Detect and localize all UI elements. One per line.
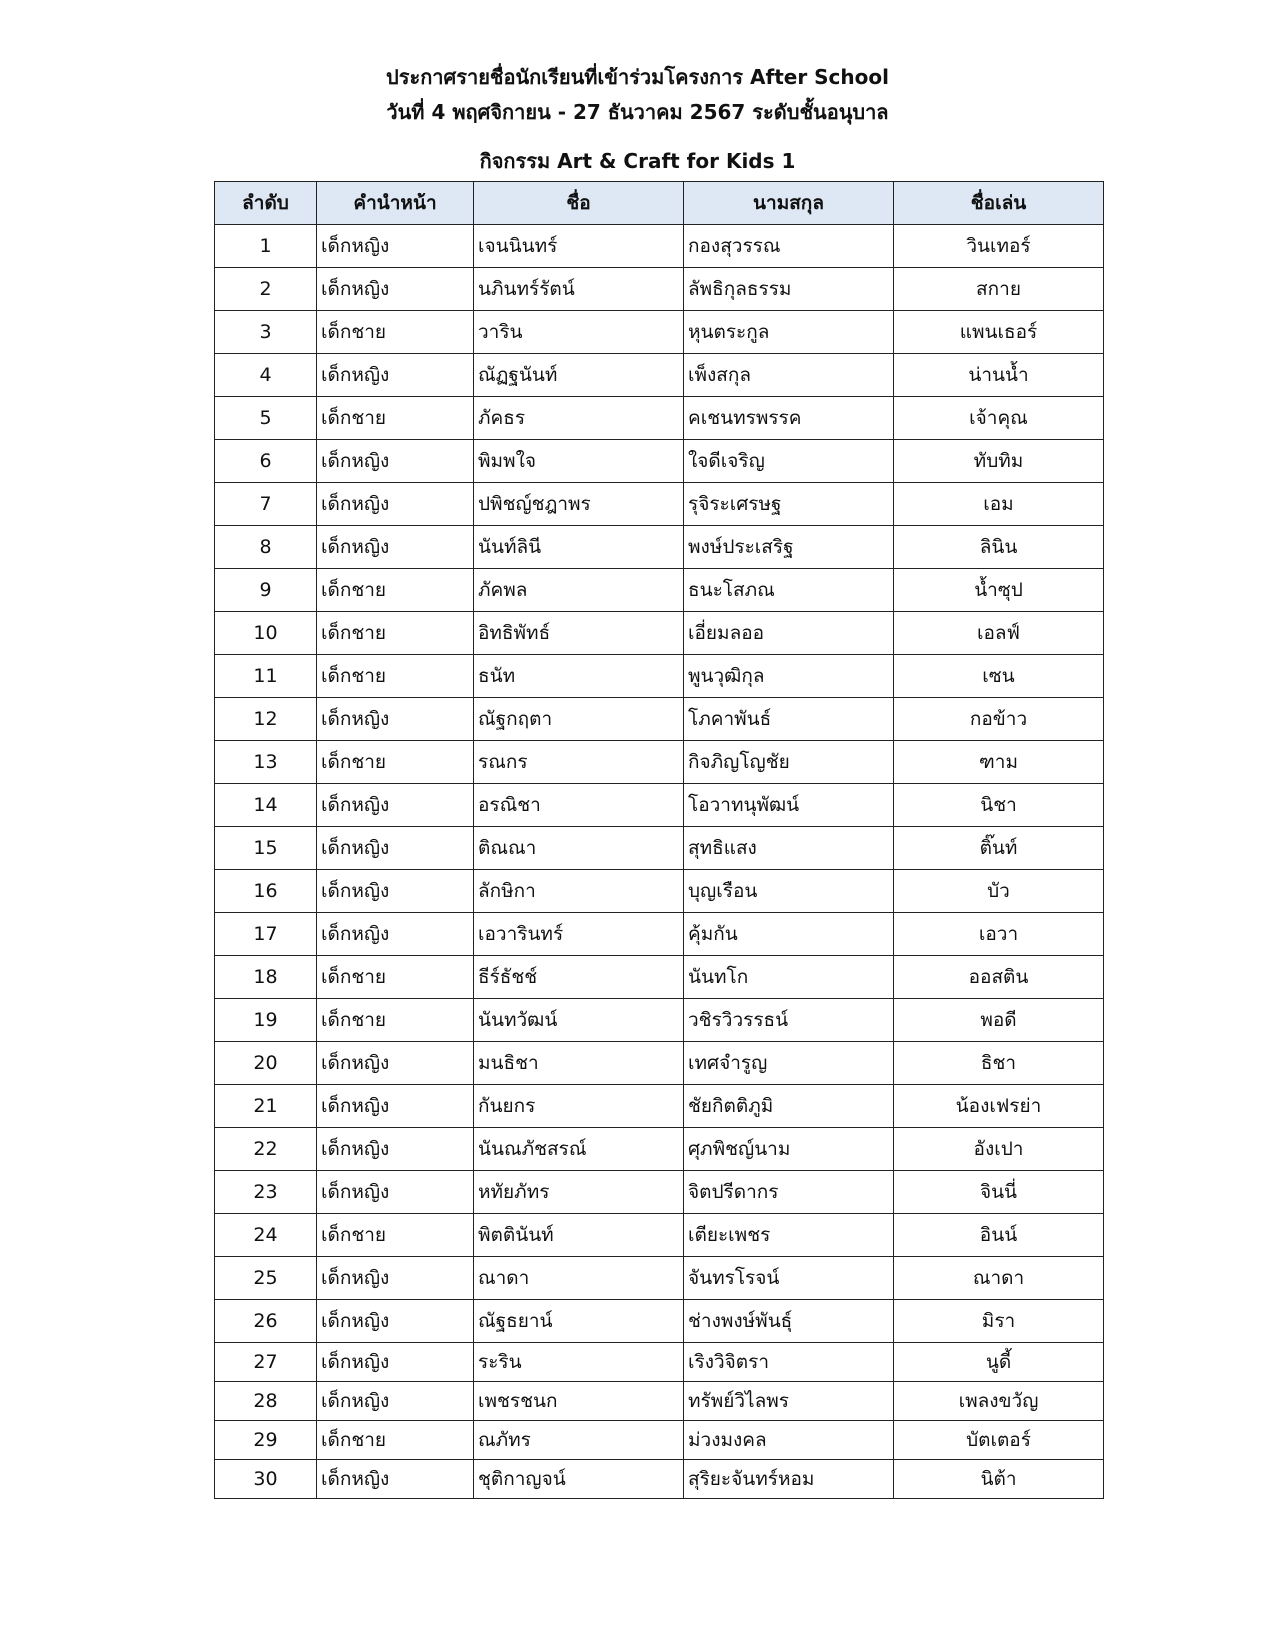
name-prefix: เด็กหญิง bbox=[317, 784, 474, 827]
nickname: เจ้าคุณ bbox=[894, 397, 1104, 440]
first-name: ระริน bbox=[474, 1343, 684, 1382]
nickname: แพนเธอร์ bbox=[894, 311, 1104, 354]
table-row bbox=[215, 225, 1104, 268]
table-row bbox=[215, 870, 1104, 913]
name-prefix: เด็กชาย bbox=[317, 397, 474, 440]
name-prefix: เด็กหญิง bbox=[317, 1300, 474, 1343]
last-name: โอวาทนุพัฒน์ bbox=[684, 784, 894, 827]
column-header-no: ลำดับ bbox=[215, 182, 317, 225]
last-name: คเชนทรพรรค bbox=[684, 397, 894, 440]
name-prefix: เด็กชาย bbox=[317, 655, 474, 698]
table-row bbox=[215, 1171, 1104, 1214]
first-name: หทัยภัทร bbox=[474, 1171, 684, 1214]
last-name: วชิรวิวรรธน์ bbox=[684, 999, 894, 1042]
name-prefix: เด็กหญิง bbox=[317, 1171, 474, 1214]
last-name: ทรัพย์วิไลพร bbox=[684, 1382, 894, 1421]
row-number: 7 bbox=[215, 483, 317, 526]
name-prefix: เด็กหญิง bbox=[317, 1460, 474, 1499]
activity-title: กิจกรรม Art & Craft for Kids 1 bbox=[479, 149, 796, 173]
row-number: 22 bbox=[215, 1128, 317, 1171]
last-name: หุนตระกูล bbox=[684, 311, 894, 354]
nickname: พอดี bbox=[894, 999, 1104, 1042]
nickname: กอข้าว bbox=[894, 698, 1104, 741]
last-name: สุริยะจันทร์หอม bbox=[684, 1460, 894, 1499]
table-body bbox=[215, 225, 1104, 1499]
last-name: บุญเรือน bbox=[684, 870, 894, 913]
name-prefix: เด็กชาย bbox=[317, 741, 474, 784]
table-row bbox=[215, 956, 1104, 999]
nickname: อินน์ bbox=[894, 1214, 1104, 1257]
table-row bbox=[215, 311, 1104, 354]
last-name: เริงวิจิตรา bbox=[684, 1343, 894, 1382]
first-name: ธีร์ธัชช์ bbox=[474, 956, 684, 999]
first-name: ติณณา bbox=[474, 827, 684, 870]
last-name: กองสุวรรณ bbox=[684, 225, 894, 268]
row-number: 25 bbox=[215, 1257, 317, 1300]
row-number: 2 bbox=[215, 268, 317, 311]
last-name: เตียะเพชร bbox=[684, 1214, 894, 1257]
nickname: อังเปา bbox=[894, 1128, 1104, 1171]
name-prefix: เด็กชาย bbox=[317, 569, 474, 612]
table-row bbox=[215, 1343, 1104, 1382]
first-name: ณัฐกฤตา bbox=[474, 698, 684, 741]
last-name: ม่วงมงคล bbox=[684, 1421, 894, 1460]
first-name: พิมพใจ bbox=[474, 440, 684, 483]
nickname: ลินิน bbox=[894, 526, 1104, 569]
row-number: 18 bbox=[215, 956, 317, 999]
table-row bbox=[215, 354, 1104, 397]
table-row bbox=[215, 999, 1104, 1042]
name-prefix: เด็กชาย bbox=[317, 999, 474, 1042]
nickname: สกาย bbox=[894, 268, 1104, 311]
last-name: จิตปรีดากร bbox=[684, 1171, 894, 1214]
row-number: 29 bbox=[215, 1421, 317, 1460]
name-prefix: เด็กหญิง bbox=[317, 913, 474, 956]
table-row bbox=[215, 569, 1104, 612]
row-number: 21 bbox=[215, 1085, 317, 1128]
nickname: ติ๊นท์ bbox=[894, 827, 1104, 870]
row-number: 4 bbox=[215, 354, 317, 397]
nickname: น้องเฟรย่า bbox=[894, 1085, 1104, 1128]
name-prefix: เด็กหญิง bbox=[317, 827, 474, 870]
table-row bbox=[215, 741, 1104, 784]
nickname: ณาดา bbox=[894, 1257, 1104, 1300]
table-row bbox=[215, 784, 1104, 827]
table-row bbox=[215, 612, 1104, 655]
name-prefix: เด็กชาย bbox=[317, 1214, 474, 1257]
row-number: 15 bbox=[215, 827, 317, 870]
last-name: ลัพธิกุลธรรม bbox=[684, 268, 894, 311]
row-number: 11 bbox=[215, 655, 317, 698]
last-name: ใจดีเจริญ bbox=[684, 440, 894, 483]
row-number: 17 bbox=[215, 913, 317, 956]
last-name: เพ็งสกุล bbox=[684, 354, 894, 397]
table-row bbox=[215, 526, 1104, 569]
nickname: ธิชา bbox=[894, 1042, 1104, 1085]
first-name: ณัฐธยาน์ bbox=[474, 1300, 684, 1343]
row-number: 10 bbox=[215, 612, 317, 655]
first-name: มนธิชา bbox=[474, 1042, 684, 1085]
row-number: 8 bbox=[215, 526, 317, 569]
first-name: ภัคธร bbox=[474, 397, 684, 440]
first-name: ภัคพล bbox=[474, 569, 684, 612]
name-prefix: เด็กชาย bbox=[317, 1421, 474, 1460]
row-number: 3 bbox=[215, 311, 317, 354]
name-prefix: เด็กหญิง bbox=[317, 1382, 474, 1421]
last-name: เอี่ยมลออ bbox=[684, 612, 894, 655]
first-name: เอวารินทร์ bbox=[474, 913, 684, 956]
nickname: บัว bbox=[894, 870, 1104, 913]
table-row bbox=[215, 1214, 1104, 1257]
row-number: 19 bbox=[215, 999, 317, 1042]
first-name: วาริน bbox=[474, 311, 684, 354]
table-row bbox=[215, 1460, 1104, 1499]
name-prefix: เด็กหญิง bbox=[317, 1128, 474, 1171]
name-prefix: เด็กหญิง bbox=[317, 1343, 474, 1382]
first-name: อิทธิพัทธ์ bbox=[474, 612, 684, 655]
last-name: โภคาพันธ์ bbox=[684, 698, 894, 741]
column-header-first-name: ชื่อ bbox=[474, 182, 684, 225]
table-row bbox=[215, 1257, 1104, 1300]
first-name: ณัฏฐนันท์ bbox=[474, 354, 684, 397]
row-number: 24 bbox=[215, 1214, 317, 1257]
student-roster-table bbox=[214, 181, 1104, 1499]
name-prefix: เด็กหญิง bbox=[317, 268, 474, 311]
first-name: ณาดา bbox=[474, 1257, 684, 1300]
row-number: 6 bbox=[215, 440, 317, 483]
nickname: จินนี่ bbox=[894, 1171, 1104, 1214]
table-row bbox=[215, 1128, 1104, 1171]
table-row bbox=[215, 913, 1104, 956]
nickname: ทับทิม bbox=[894, 440, 1104, 483]
nickname: นูดี้ bbox=[894, 1343, 1104, 1382]
table-row bbox=[215, 827, 1104, 870]
table-header-row bbox=[215, 182, 1104, 225]
row-number: 23 bbox=[215, 1171, 317, 1214]
row-number: 9 bbox=[215, 569, 317, 612]
row-number: 1 bbox=[215, 225, 317, 268]
name-prefix: เด็กชาย bbox=[317, 612, 474, 655]
last-name: กิจภิญโญชัย bbox=[684, 741, 894, 784]
first-name: กันยกร bbox=[474, 1085, 684, 1128]
first-name: ปพิชญ์ชฎาพร bbox=[474, 483, 684, 526]
first-name: นภินทร์รัตน์ bbox=[474, 268, 684, 311]
last-name: เทศจำรูญ bbox=[684, 1042, 894, 1085]
last-name: ธนะโสภณ bbox=[684, 569, 894, 612]
nickname: เอวา bbox=[894, 913, 1104, 956]
last-name: พงษ์ประเสริฐ bbox=[684, 526, 894, 569]
column-header-prefix: คำนำหน้า bbox=[317, 182, 474, 225]
nickname: นิต้า bbox=[894, 1460, 1104, 1499]
row-number: 28 bbox=[215, 1382, 317, 1421]
nickname: ฑาม bbox=[894, 741, 1104, 784]
row-number: 16 bbox=[215, 870, 317, 913]
document-date-range: วันที่ 4 พฤศจิกายน - 27 ธันวาคม 2567 ระดับชั้นอนุบาล bbox=[386, 100, 889, 124]
name-prefix: เด็กหญิง bbox=[317, 483, 474, 526]
table-row bbox=[215, 440, 1104, 483]
nickname: บัตเตอร์ bbox=[894, 1421, 1104, 1460]
first-name: ชุติกาญจน์ bbox=[474, 1460, 684, 1499]
last-name: ศุภพิชญ์นาม bbox=[684, 1128, 894, 1171]
name-prefix: เด็กหญิง bbox=[317, 225, 474, 268]
nickname: มิรา bbox=[894, 1300, 1104, 1343]
first-name: ณภัทร bbox=[474, 1421, 684, 1460]
name-prefix: เด็กชาย bbox=[317, 311, 474, 354]
name-prefix: เด็กหญิง bbox=[317, 870, 474, 913]
row-number: 13 bbox=[215, 741, 317, 784]
first-name: นันท์ลินี bbox=[474, 526, 684, 569]
table-row bbox=[215, 1300, 1104, 1343]
nickname: น้ำซุป bbox=[894, 569, 1104, 612]
table-row bbox=[215, 1421, 1104, 1460]
nickname: เซน bbox=[894, 655, 1104, 698]
name-prefix: เด็กหญิง bbox=[317, 1042, 474, 1085]
last-name: รุจิระเศรษฐ bbox=[684, 483, 894, 526]
table-row bbox=[215, 698, 1104, 741]
table-row bbox=[215, 1382, 1104, 1421]
nickname: เพลงขวัญ bbox=[894, 1382, 1104, 1421]
table-row bbox=[215, 1042, 1104, 1085]
nickname: เอม bbox=[894, 483, 1104, 526]
name-prefix: เด็กชาย bbox=[317, 956, 474, 999]
first-name: รณกร bbox=[474, 741, 684, 784]
column-header-last-name: นามสกุล bbox=[684, 182, 894, 225]
first-name: อรณิชา bbox=[474, 784, 684, 827]
table-row bbox=[215, 397, 1104, 440]
first-name: ธนัท bbox=[474, 655, 684, 698]
nickname: ออสติน bbox=[894, 956, 1104, 999]
name-prefix: เด็กหญิง bbox=[317, 440, 474, 483]
table-row bbox=[215, 483, 1104, 526]
row-number: 14 bbox=[215, 784, 317, 827]
name-prefix: เด็กหญิง bbox=[317, 1085, 474, 1128]
name-prefix: เด็กหญิง bbox=[317, 698, 474, 741]
row-number: 30 bbox=[215, 1460, 317, 1499]
first-name: นันทวัฒน์ bbox=[474, 999, 684, 1042]
first-name: พิตตินันท์ bbox=[474, 1214, 684, 1257]
table-row bbox=[215, 1085, 1104, 1128]
document-title: ประกาศรายชื่อนักเรียนที่เข้าร่วมโครงการ After School bbox=[386, 65, 889, 89]
row-number: 26 bbox=[215, 1300, 317, 1343]
last-name: จันทรโรจน์ bbox=[684, 1257, 894, 1300]
row-number: 20 bbox=[215, 1042, 317, 1085]
nickname: เอลฟ์ bbox=[894, 612, 1104, 655]
nickname: วินเทอร์ bbox=[894, 225, 1104, 268]
name-prefix: เด็กหญิง bbox=[317, 526, 474, 569]
name-prefix: เด็กหญิง bbox=[317, 1257, 474, 1300]
row-number: 27 bbox=[215, 1343, 317, 1382]
name-prefix: เด็กหญิง bbox=[317, 354, 474, 397]
row-number: 12 bbox=[215, 698, 317, 741]
nickname: น่านน้ำ bbox=[894, 354, 1104, 397]
last-name: สุทธิแสง bbox=[684, 827, 894, 870]
last-name: พูนวุฒิกุล bbox=[684, 655, 894, 698]
last-name: ช่างพงษ์พันธุ์ bbox=[684, 1300, 894, 1343]
table-row bbox=[215, 655, 1104, 698]
column-header-nickname: ชื่อเล่น bbox=[894, 182, 1104, 225]
last-name: คุ้มกัน bbox=[684, 913, 894, 956]
first-name: เจนนินทร์ bbox=[474, 225, 684, 268]
last-name: ชัยกิตติภูมิ bbox=[684, 1085, 894, 1128]
first-name: นันณภัชสรณ์ bbox=[474, 1128, 684, 1171]
first-name: ลักษิกา bbox=[474, 870, 684, 913]
nickname: นิชา bbox=[894, 784, 1104, 827]
last-name: นันทโก bbox=[684, 956, 894, 999]
row-number: 5 bbox=[215, 397, 317, 440]
table-row bbox=[215, 268, 1104, 311]
first-name: เพชรชนก bbox=[474, 1382, 684, 1421]
